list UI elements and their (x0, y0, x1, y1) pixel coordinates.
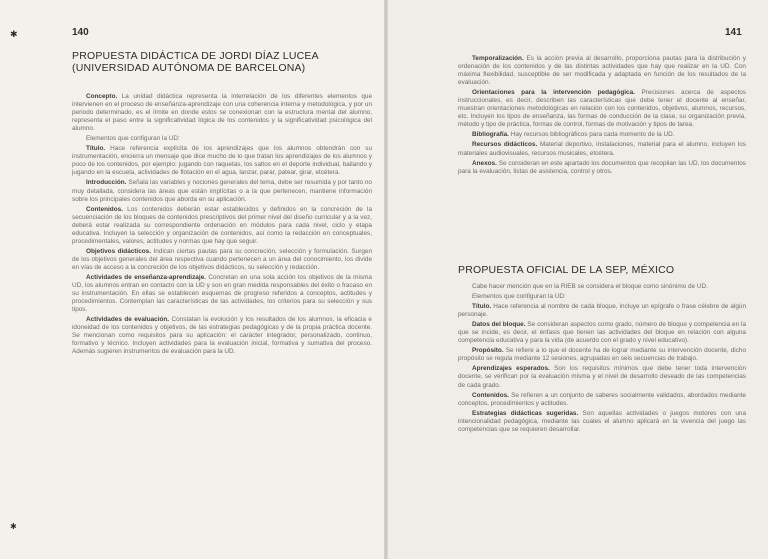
paragraph-label: Objetivos didácticos. (86, 247, 151, 255)
paragraph-text: Son los requisitos mínimos que debe tener toda intervención docente, se verifican por la evaluación misma y el nivel de desarrollo deseado de las competencias de cada grado. (458, 365, 747, 389)
paragraph-text: Concretan en una sola acción los objetivos de la misma UD, los alumnos entran en contacto con la UD y son en gran medida responsables del éxito o fracaso en su instrumentación. En ellas se establecen esquemas de progreso referidos a conceptos, actitudes y procedimientos. Contemplan las características de las actividades, los criterios para su selección y sus tipos. (72, 273, 372, 314)
paragraph (458, 410, 746, 434)
binding-mark-icon: ✱ (10, 522, 17, 531)
paragraph-label: Estrategias didácticas sugeridas. (472, 409, 579, 417)
paragraph-text: Se refieren a un conjunto de saberes socialmente validados, abordados mediante conceptos, procedimientos y actitudes. (458, 391, 746, 407)
paragraph-label: Concepto. (86, 93, 118, 100)
paragraph-text: Se consideran aspectos como grado, número de bloque y competencia en la que se incide, es decir, el énfasis que tienen las actividades del bloque en relación con alguna competencia educativa y para la vida (de acuerdo con el grado y nivel educativo). (458, 321, 746, 345)
book-gutter (384, 0, 388, 559)
paragraph-text: Hay recursos bibliográficos para cada momento de la UD. (510, 131, 675, 139)
right-page-body-bottom (458, 283, 746, 436)
paragraph-label: Orientaciones para la intervención pedagógica. (472, 89, 635, 97)
paragraph (72, 248, 372, 272)
paragraph-label: Contenidos. (472, 391, 509, 399)
paragraph-label: Bibliografía. (472, 131, 509, 139)
paragraph (72, 316, 372, 356)
paragraph-label: Propósito. (472, 347, 504, 355)
paragraph (458, 283, 746, 291)
left-page-body (72, 93, 372, 358)
paragraph (458, 392, 746, 408)
paragraph (458, 89, 746, 129)
left-title-line-1: PROPUESTA DIDÁCTICA DE JORDI DÍAZ LUCEA (72, 50, 319, 62)
paragraph-text: Cabe hacer mención que en la RIEB se considera el bloque como sinónimo de UD. (472, 283, 708, 290)
left-title-line-2: (UNIVERSIDAD AUTÓNOMA DE BARCELONA) (72, 62, 306, 74)
paragraph (72, 274, 372, 314)
paragraph-text: Es la acción previa al desarrollo, proporciona pautas para la distribución y ordenación de los contenidos y de las distintas actividades que hay que realizar en la UD. Con máxima flexibilidad, susceptible de ser modificada y adaptada en función de los resultados de la evaluación. (458, 55, 746, 87)
paragraph-text: Señala las variables y nociones generales del tema, debe ser resumida y por tanto no muy detallada, considera las áreas que están implícitas o a la que pertenecen, mantiene información sobre los principales contenidos que aborda en su aplicación. (72, 179, 372, 203)
right-page-number: 141 (725, 27, 742, 38)
paragraph-text: Constatan la evolución y los resultados de los alumnos, la eficacia e idoneidad de los contenidos y objetivos, de las estrategias pedagógicas y de la propia práctica docente. Se mencionan como requisitos para su aplicación: el carácter integrador, personalizado, continuo, formativo y técnico. Incluyen actividades para la evaluación inicial, formativa y sumativa del proceso. Además sugieren instrumentos de evaluación para la UD. (72, 316, 372, 356)
paragraph-label: Recursos didácticos. (472, 141, 538, 149)
paragraph-text: Los contenidos deberán estar establecidos y definidos en la concreción de la secuenciación de los bloques de contenidos prescriptivos del primer nivel del diseño curricular y a la vez, deberá estar realizada su correspondiente ordenación en módulos para cada nivel, ciclo y etapa educativa. Incluyen la selección y organización de contenidos, así como la redacción en conceptuales, procedimentales, valores, actitudes y normas que hay que seguir. (72, 205, 373, 245)
paragraph (458, 365, 746, 389)
paragraph-text: Precisiones acerca de aspectos instruccionales, es decir, describen las características que debe tener el docente al enseñar, muestran orientaciones metodológicas en relación con los contenidos, objetivos, alumnos, recursos, etc. Incluyen los tipos de enseñanza, las formas de conducción de la clase, su organización previa, método y tipo de práctica, formas de control, formas de motivación y tipos de tarea. (458, 89, 746, 129)
paragraph-label: Título. (472, 303, 492, 311)
paragraph-label: Título. (86, 145, 106, 153)
paragraph (458, 160, 746, 176)
paragraph (72, 93, 372, 133)
paragraph-text: Se refiere a lo que el docente ha de lograr mediante su intervención docente, dicho propósito se regula mediante 12 sesiones, agrupadas en seis secuencias de trabajo. (458, 347, 747, 363)
paragraph-text: Material deportivo, instalaciones, material para el alumno, incluyen los materiales audiovisuales, recursos musicales, etcétera. (458, 141, 746, 157)
paragraph (458, 303, 746, 319)
paragraph-label: Datos del bloque. (472, 321, 526, 329)
paragraph-text: Son aquellas actividades o juegos motores con una intencionalidad pedagógica, mediante las cuales el alumno aplicará en la vivencia del juego las competencias que se requieren desarrollar. (458, 409, 747, 433)
paragraph-text: Indican ciertas pautas para su concreción, selección y formulación. Surgen de los objetivos generales del área respectiva cuando pertenecen a un área del conocimiento, los divide en vías de acceso a la concreción de los objetivos didácticos, su selección y redacción. (72, 247, 373, 271)
binding-mark-icon: ✱ (10, 30, 18, 40)
paragraph-text: Elementos que configuran la UD: (86, 135, 180, 143)
paragraph-label: Actividades de evaluación. (86, 316, 170, 324)
paragraph-label: Temporalización. (472, 55, 524, 62)
paragraph-text: Elementos que configuran la UD: (472, 293, 566, 301)
paragraph (458, 131, 746, 139)
paragraph (72, 145, 372, 177)
paragraph (458, 293, 746, 301)
right-page-body-top (458, 55, 746, 178)
paragraph (458, 347, 746, 363)
right-section-title: PROPUESTA OFICIAL DE LA SEP, MÉXICO (458, 264, 675, 276)
paragraph-text: La unidad didáctica representa la interrelación de los diferentes elementos que intervienen en el proceso de enseñanza-aprendizaje con una coherencia interna y metodológica, y por un periodo determinado, es el límite en donde estos se conexionan con la estructura mental del alumno, representa el paso entre la significatividad lógica de los contenidos y la significatividad psicológica del alumno. (72, 93, 372, 133)
paragraph-text: Hace referencia explícita de los aprendizajes que los alumnos obtendrán con su instrumentación, encierra un mensaje que dice mucho de lo que tratan los aprendizajes de los alumnos y poco de los contenidos, por ejemplo: jugando con raquetas, los saltos en el deporte individual, bailando y jugando en la escuela, actividades de flotación en el agua, lanzar, parar, patear, girar, etcétera. (72, 145, 372, 177)
paragraph (458, 141, 746, 157)
paragraph-label: Aprendizajes esperados. (472, 365, 550, 373)
paragraph (72, 135, 372, 143)
paragraph-text: Se consideran en este apartado los documentos que recopilan las UD, los documentos para la evaluación, listas de asistencia, control y otros. (458, 159, 746, 175)
left-page-title (72, 50, 377, 74)
paragraph-label: Contenidos. (86, 205, 123, 213)
paragraph (458, 55, 746, 87)
paragraph-text: Hace referencia al nombre de cada bloque, incluye un epígrafe o frase célebre de algún personaje. (458, 303, 747, 319)
paragraph-label: Actividades de enseñanza-aprendizaje. (86, 273, 206, 281)
paragraph-label: Introducción. (86, 179, 127, 187)
left-page-number: 140 (72, 27, 89, 38)
paragraph (72, 179, 372, 203)
paragraph-label: Anexos. (472, 159, 497, 167)
paragraph (72, 206, 372, 246)
paragraph (458, 321, 746, 345)
